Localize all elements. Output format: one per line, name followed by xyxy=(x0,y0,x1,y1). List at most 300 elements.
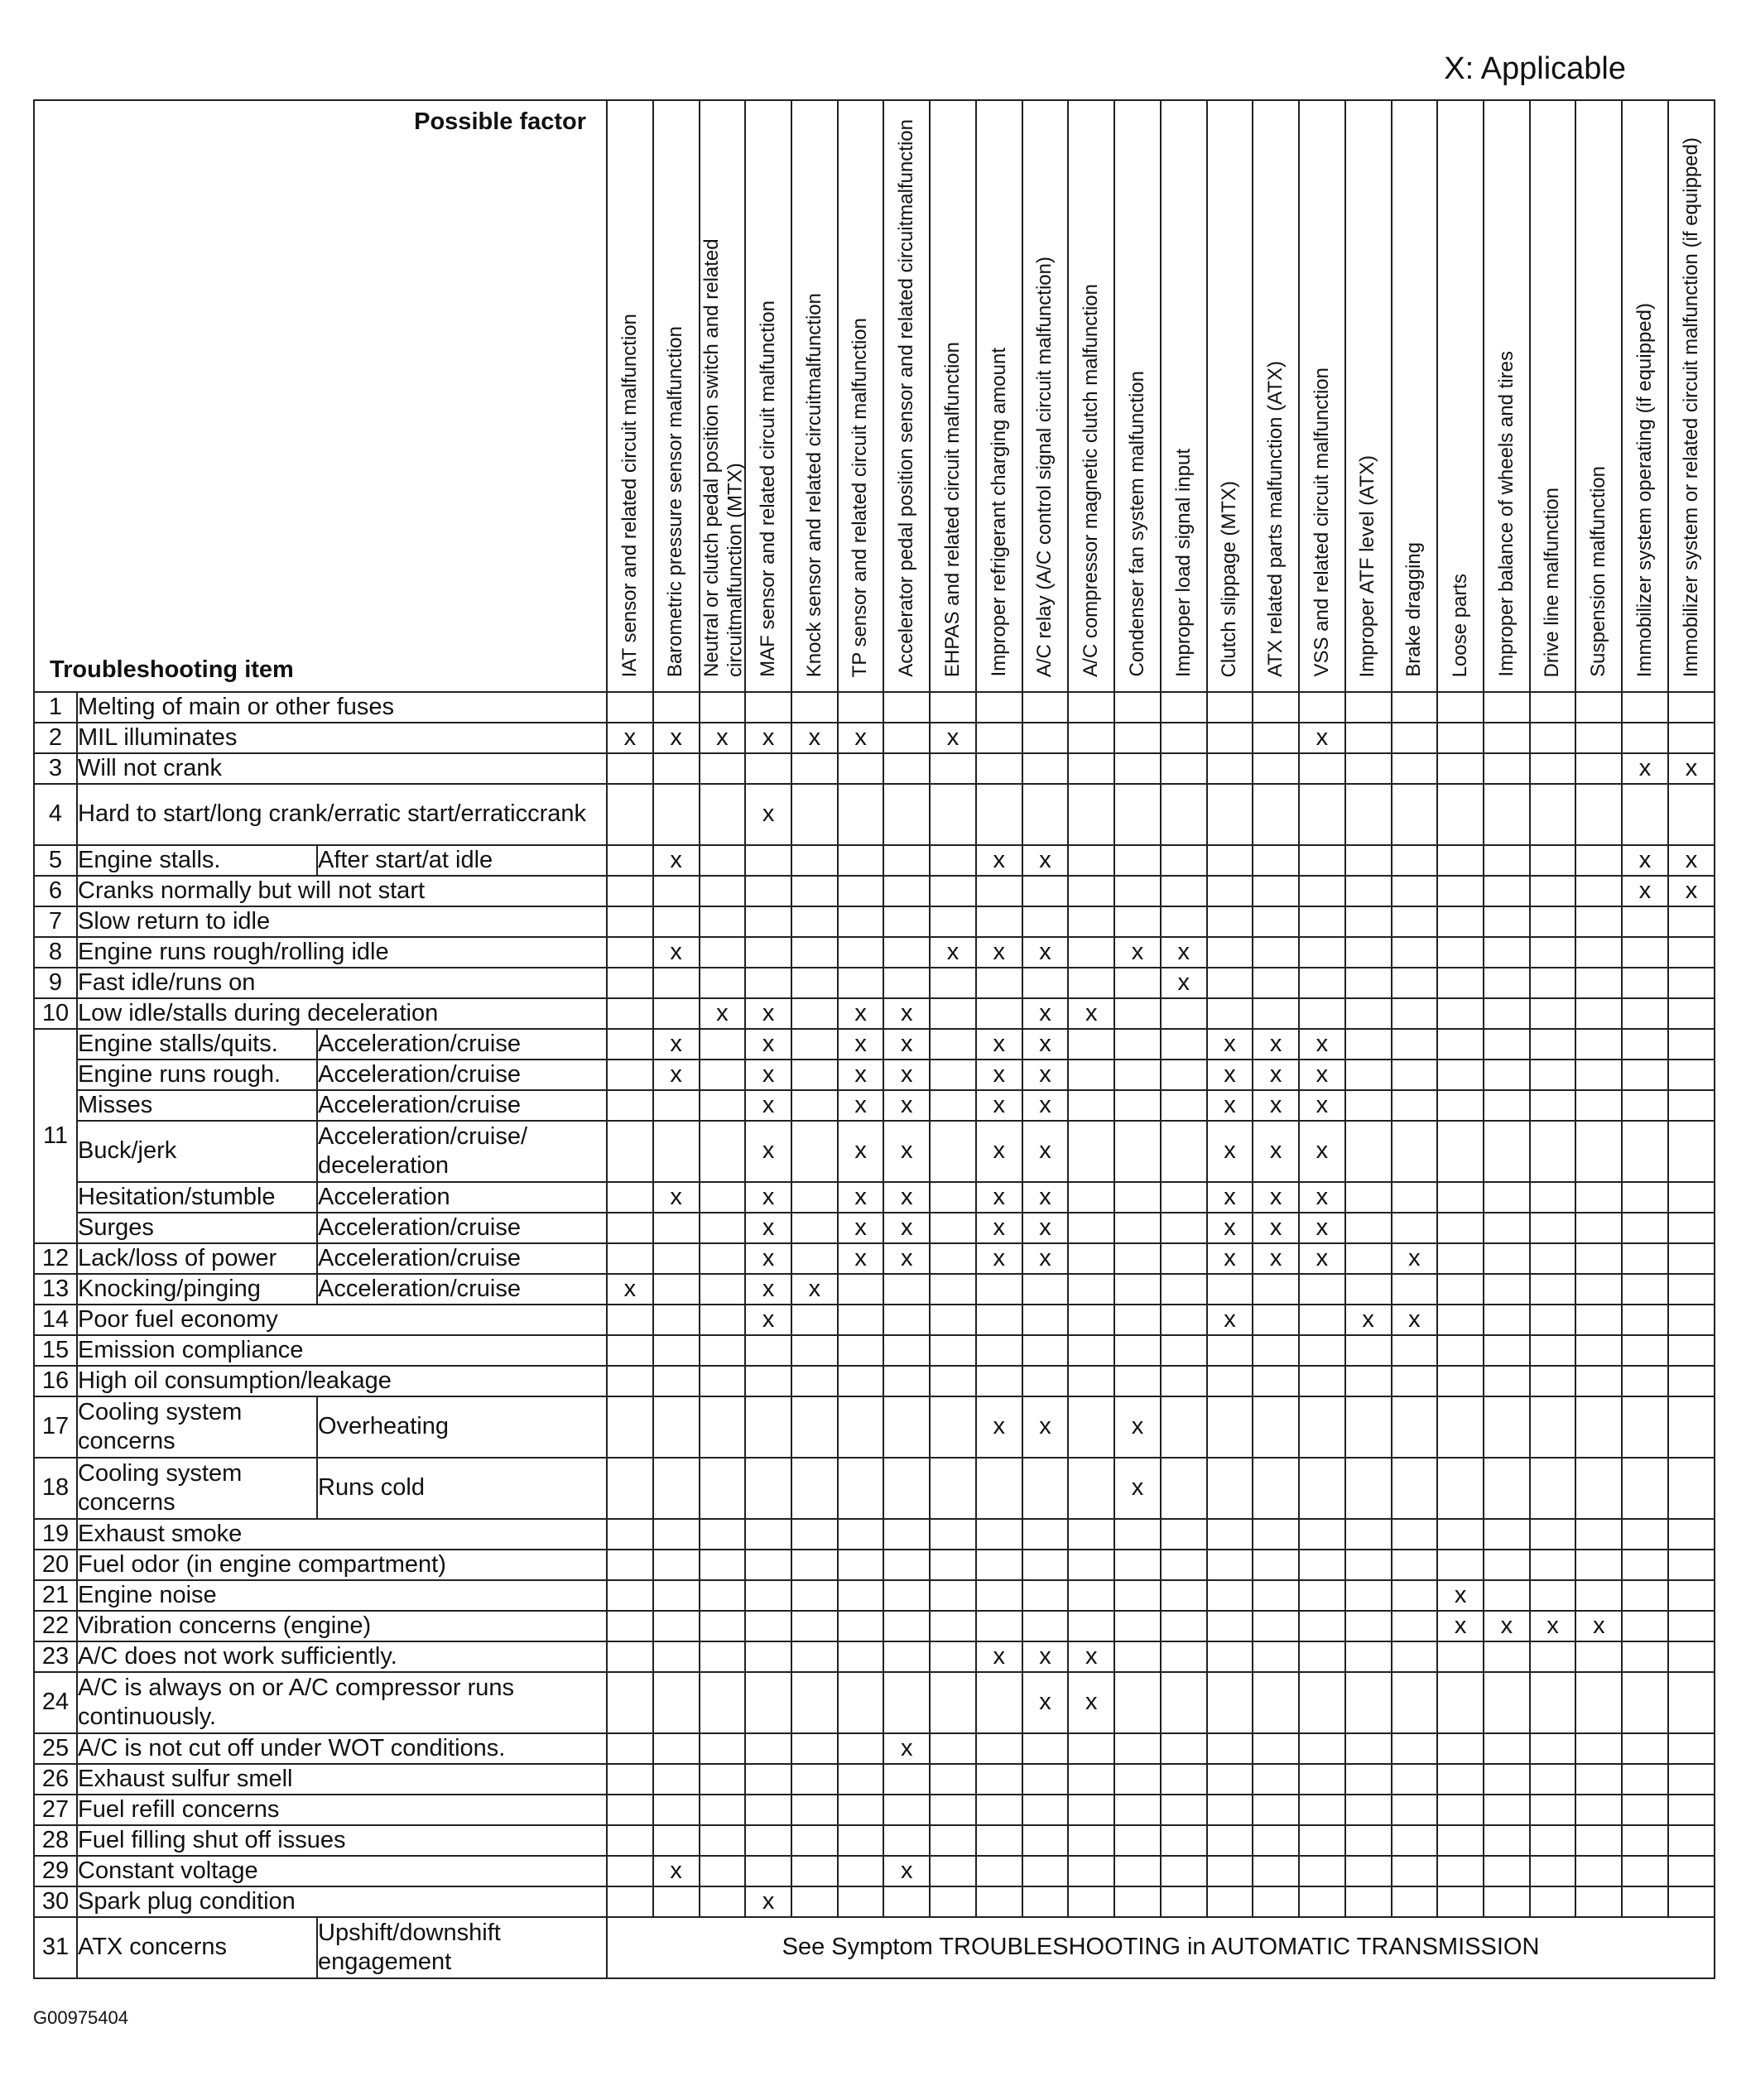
applicability-cell xyxy=(1161,1795,1207,1825)
applicable-mark: x xyxy=(1668,876,1715,906)
applicability-cell xyxy=(1437,1519,1484,1550)
applicability-cell xyxy=(653,1305,700,1335)
table-row xyxy=(34,1764,1715,1795)
applicability-cell xyxy=(1068,1458,1114,1519)
applicability-cell xyxy=(883,1672,930,1733)
applicability-cell xyxy=(700,1580,746,1611)
applicability-cell xyxy=(700,1856,746,1886)
item-number: 31 xyxy=(34,1917,77,1978)
possible-factor-label: Possible factor xyxy=(414,108,587,135)
applicable-mark: x xyxy=(838,998,884,1029)
applicability-cell xyxy=(791,1795,838,1825)
applicability-cell xyxy=(1437,1886,1484,1917)
symptom-cell: Melting of main or other fuses xyxy=(77,692,607,723)
applicability-cell xyxy=(1437,1641,1484,1672)
applicability-cell xyxy=(1114,1121,1161,1182)
applicability-cell xyxy=(1161,1305,1207,1335)
applicability-cell xyxy=(1484,1090,1530,1121)
applicability-cell xyxy=(700,1121,746,1182)
applicability-cell xyxy=(976,906,1022,937)
applicability-cell xyxy=(1668,692,1715,723)
table-row xyxy=(34,968,1715,998)
applicability-cell xyxy=(1068,1611,1114,1641)
applicability-cell xyxy=(1068,1886,1114,1917)
applicability-cell xyxy=(976,1825,1022,1856)
symptom-cell: Hesitation/stumble xyxy=(77,1182,317,1213)
applicability-cell xyxy=(1207,1733,1253,1764)
table-row xyxy=(34,1090,1715,1121)
applicability-cell xyxy=(1253,1611,1299,1641)
applicability-cell xyxy=(1161,1764,1207,1795)
applicability-cell xyxy=(930,1060,976,1090)
applicability-cell xyxy=(838,1641,884,1672)
applicability-cell xyxy=(1022,1274,1069,1305)
applicability-cell xyxy=(700,692,746,723)
troubleshooting-matrix xyxy=(33,99,1715,1979)
table-row xyxy=(34,998,1715,1029)
condition-cell: Acceleration/cruise xyxy=(317,1029,607,1060)
applicability-cell xyxy=(838,1672,884,1733)
applicability-cell xyxy=(1668,1641,1715,1672)
applicability-cell xyxy=(1484,1580,1530,1611)
factor-label: Clutch slippage (MTX) xyxy=(1218,480,1241,677)
factor-label: A/C relay (A/C control signal circuit malfunction) xyxy=(1033,256,1056,677)
applicable-mark: x xyxy=(1022,1121,1069,1182)
table-row xyxy=(34,845,1715,876)
applicability-cell xyxy=(1484,998,1530,1029)
applicability-cell xyxy=(883,906,930,937)
applicability-cell xyxy=(976,1458,1022,1519)
applicability-cell xyxy=(976,1305,1022,1335)
table-row xyxy=(34,1029,1715,1060)
applicability-cell xyxy=(1299,1733,1345,1764)
applicability-cell xyxy=(1345,1764,1392,1795)
applicable-mark: x xyxy=(1022,1396,1069,1458)
applicability-cell xyxy=(1484,1029,1530,1060)
applicability-cell xyxy=(976,1672,1022,1733)
applicability-cell xyxy=(1114,998,1161,1029)
applicability-cell xyxy=(1114,906,1161,937)
symptom-cell: Emission compliance xyxy=(77,1335,607,1366)
applicability-cell xyxy=(1484,1795,1530,1825)
applicability-cell xyxy=(1345,1029,1392,1060)
applicable-mark: x xyxy=(883,1029,930,1060)
applicability-cell xyxy=(1161,998,1207,1029)
applicability-cell xyxy=(976,1795,1022,1825)
applicability-cell xyxy=(1622,1182,1668,1213)
factor-header xyxy=(930,100,976,692)
item-number: 2 xyxy=(34,723,77,753)
applicability-cell xyxy=(745,1366,791,1396)
applicability-cell xyxy=(791,753,838,784)
applicability-cell xyxy=(1668,1519,1715,1550)
item-number: 9 xyxy=(34,968,77,998)
applicability-cell xyxy=(1114,784,1161,845)
applicability-cell xyxy=(1345,723,1392,753)
applicable-mark: x xyxy=(838,1090,884,1121)
applicability-cell xyxy=(1161,753,1207,784)
applicability-cell xyxy=(1207,1396,1253,1458)
applicability-cell xyxy=(1437,723,1484,753)
applicability-cell xyxy=(1484,1243,1530,1274)
applicability-cell xyxy=(976,723,1022,753)
applicability-cell xyxy=(1253,1519,1299,1550)
table-row xyxy=(34,1519,1715,1550)
applicable-mark: x xyxy=(745,1121,791,1182)
applicability-cell xyxy=(1622,1060,1668,1090)
factor-header xyxy=(838,100,884,692)
applicability-cell xyxy=(1530,1396,1576,1458)
table-row xyxy=(34,1580,1715,1611)
applicability-cell xyxy=(791,906,838,937)
applicability-cell xyxy=(1068,1795,1114,1825)
applicability-cell xyxy=(1437,1274,1484,1305)
applicability-cell xyxy=(1530,1795,1576,1825)
condition-cell: Acceleration/cruise xyxy=(317,1090,607,1121)
applicability-cell xyxy=(930,1733,976,1764)
applicability-cell xyxy=(791,1550,838,1580)
applicability-cell xyxy=(1622,784,1668,845)
applicability-cell xyxy=(1484,937,1530,968)
applicable-mark: x xyxy=(838,1182,884,1213)
applicability-cell xyxy=(1575,876,1622,906)
applicability-cell xyxy=(1530,1886,1576,1917)
applicability-cell xyxy=(1668,1672,1715,1733)
factor-header xyxy=(1068,100,1114,692)
applicability-cell xyxy=(700,1029,746,1060)
applicability-cell xyxy=(1068,876,1114,906)
applicability-cell xyxy=(1392,1396,1438,1458)
applicability-cell xyxy=(1022,692,1069,723)
applicability-cell xyxy=(838,753,884,784)
applicability-cell xyxy=(1114,968,1161,998)
applicability-cell xyxy=(791,1856,838,1886)
applicability-cell xyxy=(883,1611,930,1641)
applicability-cell xyxy=(1114,1825,1161,1856)
applicability-cell xyxy=(1484,1366,1530,1396)
applicability-cell xyxy=(1530,1580,1576,1611)
applicability-cell xyxy=(653,1366,700,1396)
applicability-cell xyxy=(1345,1856,1392,1886)
applicability-cell xyxy=(1575,1519,1622,1550)
applicability-cell xyxy=(1253,1396,1299,1458)
applicability-cell xyxy=(1022,1458,1069,1519)
applicability-cell xyxy=(653,1396,700,1458)
applicability-cell xyxy=(1345,937,1392,968)
symptom-cell: Cooling system concerns xyxy=(77,1458,317,1519)
item-number: 21 xyxy=(34,1580,77,1611)
applicability-cell xyxy=(1575,845,1622,876)
applicability-cell xyxy=(1437,1029,1484,1060)
applicability-cell xyxy=(930,1274,976,1305)
factor-header xyxy=(1530,100,1576,692)
applicability-cell xyxy=(1437,1396,1484,1458)
applicable-mark: x xyxy=(745,1886,791,1917)
applicability-cell xyxy=(1299,998,1345,1029)
applicability-cell xyxy=(1114,876,1161,906)
applicability-cell xyxy=(883,1795,930,1825)
applicability-cell xyxy=(1392,1519,1438,1550)
applicability-cell xyxy=(1022,753,1069,784)
applicability-cell xyxy=(607,1458,653,1519)
applicability-cell xyxy=(1114,1519,1161,1550)
applicability-cell xyxy=(976,1335,1022,1366)
applicable-mark: x xyxy=(1622,845,1668,876)
applicability-cell xyxy=(1022,1733,1069,1764)
applicability-cell xyxy=(745,1396,791,1458)
applicability-cell xyxy=(607,1396,653,1458)
applicability-cell xyxy=(1575,1029,1622,1060)
applicability-cell xyxy=(1668,998,1715,1029)
applicability-cell xyxy=(930,906,976,937)
applicability-cell xyxy=(1392,1733,1438,1764)
applicability-cell xyxy=(1437,1458,1484,1519)
applicable-mark: x xyxy=(976,1213,1022,1243)
table-row xyxy=(34,1795,1715,1825)
applicability-cell xyxy=(1161,784,1207,845)
applicability-cell xyxy=(930,1305,976,1335)
applicability-cell xyxy=(1345,784,1392,845)
applicability-cell xyxy=(1068,968,1114,998)
factor-label: ATX related parts malfunction (ATX) xyxy=(1264,361,1287,677)
applicability-cell xyxy=(1484,1121,1530,1182)
applicable-mark: x xyxy=(883,998,930,1029)
applicability-cell xyxy=(1207,753,1253,784)
applicable-mark: x xyxy=(1299,1213,1345,1243)
applicability-cell xyxy=(1437,1213,1484,1243)
applicability-cell xyxy=(1022,876,1069,906)
item-number: 23 xyxy=(34,1641,77,1672)
applicability-cell xyxy=(1484,906,1530,937)
applicability-cell xyxy=(1484,1825,1530,1856)
applicability-cell xyxy=(745,1458,791,1519)
applicability-cell xyxy=(1207,723,1253,753)
applicability-cell xyxy=(1484,1182,1530,1213)
applicability-cell xyxy=(883,1886,930,1917)
applicability-cell xyxy=(700,876,746,906)
applicability-cell xyxy=(1114,692,1161,723)
applicability-cell xyxy=(1622,692,1668,723)
factor-label: Condenser fan system malfunction xyxy=(1125,371,1148,677)
applicability-cell xyxy=(700,1611,746,1641)
applicability-cell xyxy=(1392,845,1438,876)
applicability-cell xyxy=(976,1274,1022,1305)
applicability-cell xyxy=(1530,753,1576,784)
applicability-cell xyxy=(1622,1243,1668,1274)
applicability-cell xyxy=(1622,1550,1668,1580)
applicable-mark: x xyxy=(1022,998,1069,1029)
applicable-mark: x xyxy=(883,1213,930,1243)
applicability-cell xyxy=(1161,1090,1207,1121)
applicable-mark: x xyxy=(653,845,700,876)
applicability-cell xyxy=(1161,1519,1207,1550)
applicability-cell xyxy=(1114,1611,1161,1641)
applicability-cell xyxy=(653,1213,700,1243)
applicability-cell xyxy=(1161,1060,1207,1090)
applicability-cell xyxy=(791,1060,838,1090)
applicability-cell xyxy=(1437,692,1484,723)
applicability-cell xyxy=(1207,1856,1253,1886)
table-row xyxy=(34,692,1715,723)
factor-header xyxy=(1668,100,1715,692)
applicability-cell xyxy=(1622,1795,1668,1825)
applicability-cell xyxy=(976,1550,1022,1580)
applicability-cell xyxy=(745,1580,791,1611)
applicability-cell xyxy=(1022,1886,1069,1917)
applicable-mark: x xyxy=(1253,1121,1299,1182)
applicability-cell xyxy=(1253,753,1299,784)
symptom-cell: Vibration concerns (engine) xyxy=(77,1611,607,1641)
applicable-mark: x xyxy=(838,723,884,753)
applicability-cell xyxy=(1575,723,1622,753)
applicability-cell xyxy=(1530,1090,1576,1121)
applicability-cell xyxy=(1575,1335,1622,1366)
applicability-cell xyxy=(1575,1121,1622,1182)
applicability-cell xyxy=(745,876,791,906)
applicability-cell xyxy=(838,784,884,845)
applicability-cell xyxy=(1114,1795,1161,1825)
item-number: 19 xyxy=(34,1519,77,1550)
symptom-cell: MIL illuminates xyxy=(77,723,607,753)
applicability-cell xyxy=(1484,845,1530,876)
applicability-cell xyxy=(1068,1825,1114,1856)
applicability-cell xyxy=(1484,1764,1530,1795)
item-number: 15 xyxy=(34,1335,77,1366)
factor-header-row xyxy=(34,100,1715,692)
applicability-cell xyxy=(1299,1825,1345,1856)
applicability-cell xyxy=(607,1795,653,1825)
applicable-mark: x xyxy=(1668,753,1715,784)
applicability-cell xyxy=(1345,1458,1392,1519)
applicability-cell xyxy=(1575,1672,1622,1733)
applicable-mark: x xyxy=(1253,1243,1299,1274)
applicability-cell xyxy=(1068,1060,1114,1090)
applicability-cell xyxy=(1299,1396,1345,1458)
applicability-cell xyxy=(791,1121,838,1182)
item-number: 27 xyxy=(34,1795,77,1825)
applicability-cell xyxy=(1622,1090,1668,1121)
applicability-cell xyxy=(1114,1550,1161,1580)
factor-header xyxy=(791,100,838,692)
applicability-cell xyxy=(1161,1550,1207,1580)
applicability-cell xyxy=(883,845,930,876)
applicability-cell xyxy=(607,1060,653,1090)
applicability-cell xyxy=(930,1458,976,1519)
factor-label: Immobilizer system or related circuit malfunction (if equipped) xyxy=(1679,137,1702,677)
applicability-cell xyxy=(607,1366,653,1396)
applicability-cell xyxy=(1530,876,1576,906)
applicable-mark: x xyxy=(976,1182,1022,1213)
applicability-cell xyxy=(1253,723,1299,753)
table-row xyxy=(34,1458,1715,1519)
symptom-cell: Exhaust sulfur smell xyxy=(77,1764,607,1795)
applicability-cell xyxy=(930,1672,976,1733)
applicability-cell xyxy=(653,1795,700,1825)
applicability-cell xyxy=(1622,1519,1668,1550)
applicability-cell xyxy=(653,753,700,784)
applicability-cell xyxy=(1484,1305,1530,1335)
table-row xyxy=(34,1274,1715,1305)
applicability-cell xyxy=(1345,1672,1392,1733)
applicable-mark: x xyxy=(1392,1305,1438,1335)
applicability-cell xyxy=(1068,1090,1114,1121)
applicability-cell xyxy=(1575,1305,1622,1335)
applicability-cell xyxy=(700,1825,746,1856)
table-row xyxy=(34,1121,1715,1182)
factor-header xyxy=(1484,100,1530,692)
applicable-mark: x xyxy=(976,1029,1022,1060)
applicability-cell xyxy=(1668,1733,1715,1764)
applicability-cell xyxy=(700,784,746,845)
applicability-cell xyxy=(653,1243,700,1274)
applicable-mark: x xyxy=(607,723,653,753)
factor-label: EHPAS and related circuit malfunction xyxy=(940,341,964,677)
condition-cell: Acceleration/cruise/ deceleration xyxy=(317,1121,607,1182)
applicable-mark: x xyxy=(1022,1090,1069,1121)
condition-cell: Acceleration/cruise xyxy=(317,1274,607,1305)
applicability-cell xyxy=(791,1672,838,1733)
applicability-cell xyxy=(1068,1550,1114,1580)
applicability-cell xyxy=(700,1886,746,1917)
applicable-mark: x xyxy=(1161,937,1207,968)
table-row xyxy=(34,1060,1715,1090)
applicability-cell xyxy=(1345,1090,1392,1121)
applicability-cell xyxy=(1022,1550,1069,1580)
applicability-cell xyxy=(1114,1733,1161,1764)
applicability-cell xyxy=(1530,1366,1576,1396)
applicability-cell xyxy=(1114,1672,1161,1733)
applicability-cell xyxy=(1345,753,1392,784)
applicability-cell xyxy=(1668,1274,1715,1305)
applicability-cell xyxy=(1484,1213,1530,1243)
applicability-cell xyxy=(1299,1856,1345,1886)
applicability-cell xyxy=(1622,1274,1668,1305)
applicable-mark: x xyxy=(838,1213,884,1243)
applicable-mark: x xyxy=(745,1182,791,1213)
applicability-cell xyxy=(607,1733,653,1764)
applicability-cell xyxy=(1207,906,1253,937)
applicability-cell xyxy=(791,784,838,845)
applicable-mark: x xyxy=(976,1090,1022,1121)
applicability-cell xyxy=(1161,1243,1207,1274)
table-row xyxy=(34,723,1715,753)
applicability-cell xyxy=(838,1396,884,1458)
applicability-cell xyxy=(745,937,791,968)
applicability-cell xyxy=(883,1274,930,1305)
applicability-cell xyxy=(653,1672,700,1733)
applicability-cell xyxy=(1622,1886,1668,1917)
applicability-cell xyxy=(1668,1121,1715,1182)
applicability-cell xyxy=(930,1550,976,1580)
applicable-mark: x xyxy=(930,937,976,968)
applicability-cell xyxy=(1022,906,1069,937)
applicability-cell xyxy=(607,1580,653,1611)
applicability-cell xyxy=(1530,1274,1576,1305)
condition-cell: Acceleration/cruise xyxy=(317,1243,607,1274)
applicability-cell xyxy=(1207,1795,1253,1825)
applicable-mark: x xyxy=(653,937,700,968)
applicability-cell xyxy=(653,784,700,845)
applicability-cell xyxy=(700,1305,746,1335)
applicable-mark: x xyxy=(1068,998,1114,1029)
applicability-cell xyxy=(1114,1335,1161,1366)
condition-cell: Acceleration/cruise xyxy=(317,1213,607,1243)
applicability-cell xyxy=(1253,845,1299,876)
applicable-mark: x xyxy=(1253,1213,1299,1243)
applicability-cell xyxy=(607,784,653,845)
applicability-cell xyxy=(976,692,1022,723)
applicability-cell xyxy=(838,1856,884,1886)
